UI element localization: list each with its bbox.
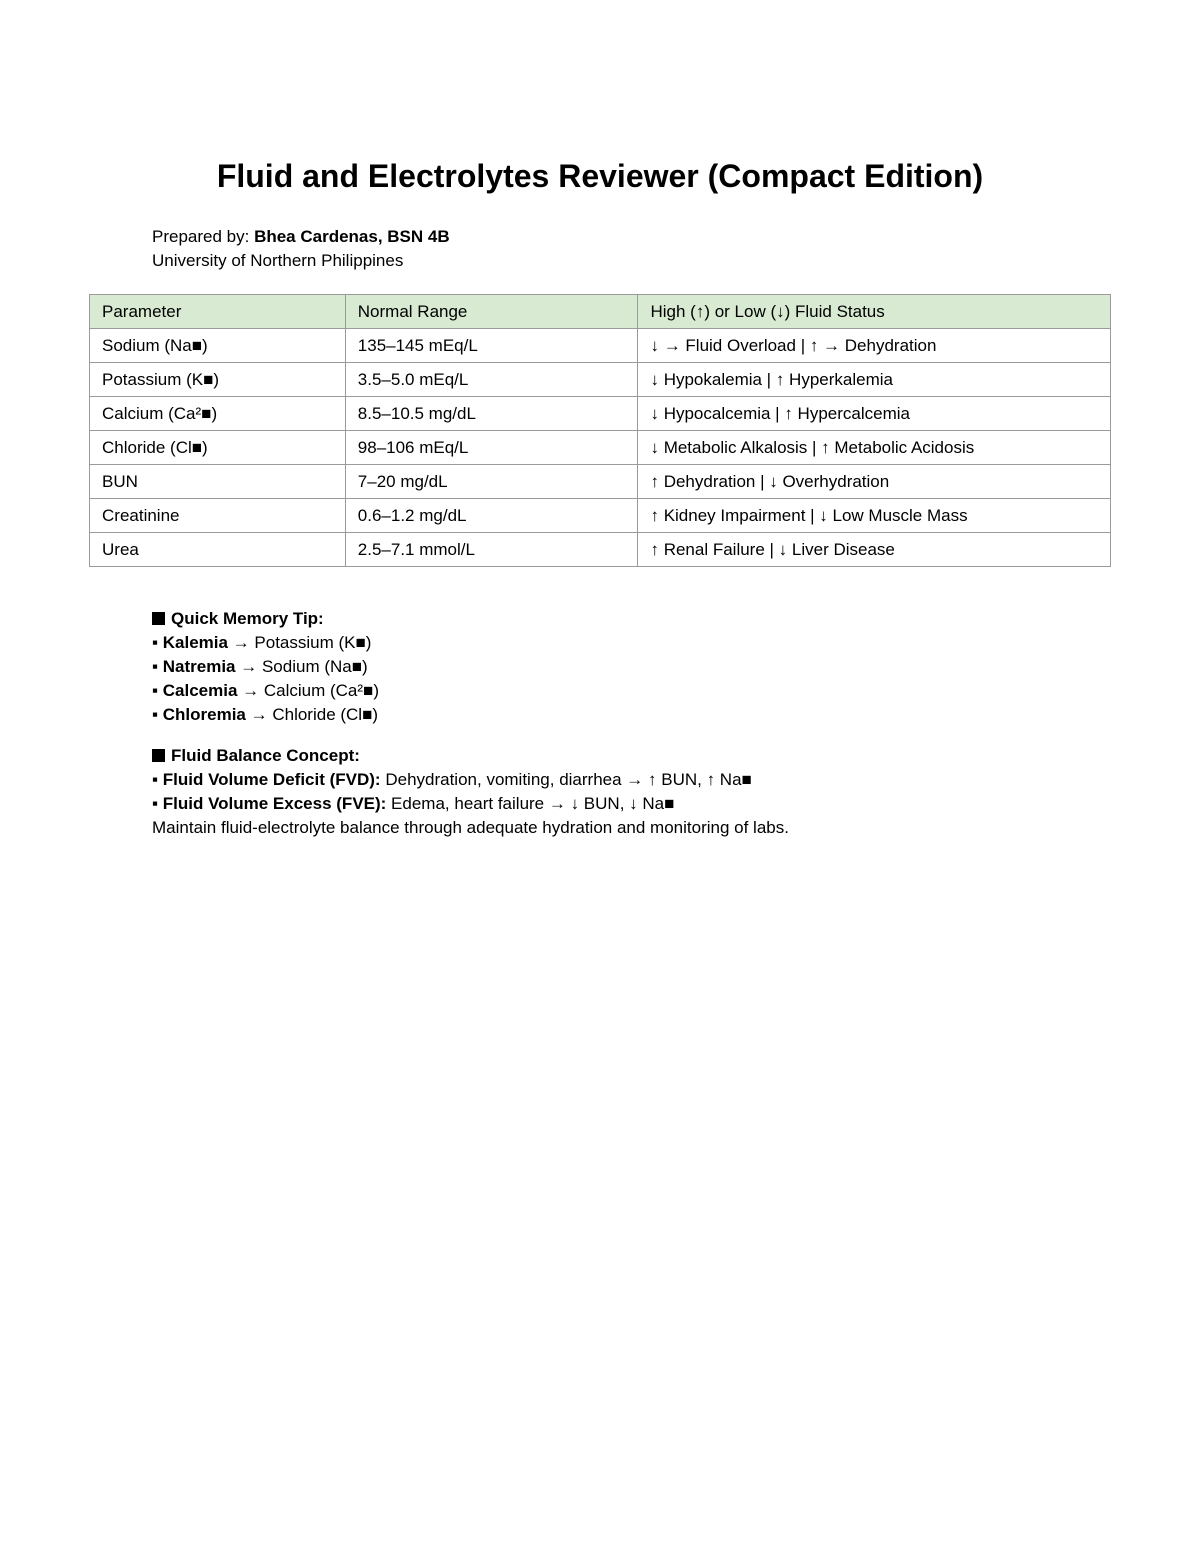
list-item: ▪ Fluid Volume Deficit (FVD): Dehydration, vomiting, diarrhea → ↑ BUN, ↑ Na■ — [152, 770, 752, 789]
institution: University of Northern Philippines — [152, 251, 404, 270]
list-item: ▪ Kalemia → Potassium (K■) — [152, 633, 372, 652]
cell-normal-range: 98–106 mEq/L — [345, 431, 638, 465]
cell-normal-range: 135–145 mEq/L — [345, 329, 638, 363]
prepared-by-label: Prepared by: — [152, 227, 255, 246]
definition: → Calcium (Ca²■) — [237, 681, 379, 700]
definition: Edema, heart failure → ↓ BUN, ↓ Na■ — [386, 794, 675, 813]
definition: Dehydration, vomiting, diarrhea → ↑ BUN, ↑ Na■ — [380, 770, 752, 789]
definition: → Chloride (Cl■) — [245, 705, 379, 724]
list-item: ▪ Calcemia → Calcium (Ca²■) — [152, 681, 379, 700]
memory-tip-heading-line — [152, 607, 379, 631]
table-row — [90, 397, 1111, 431]
fluid-balance-note: Maintain fluid-electrolyte balance through adequate hydration and monitoring of labs. — [152, 818, 789, 837]
definition: → Sodium (Na■) — [235, 657, 368, 676]
term: Chloremia — [162, 705, 246, 724]
cell-parameter: Potassium (K■) — [90, 363, 346, 397]
cell-fluid-status: ↓ Metabolic Alkalosis | ↑ Metabolic Acidosis — [638, 431, 1111, 465]
list-item: ▪ Natremia → Sodium (Na■) — [152, 657, 368, 676]
cell-fluid-status: ↑ Dehydration | ↓ Overhydration — [638, 465, 1111, 499]
definition: → Potassium (K■) — [227, 633, 372, 652]
cell-normal-range: 2.5–7.1 mmol/L — [345, 533, 638, 567]
header-fluid-status: High (↑) or Low (↓) Fluid Status — [638, 295, 1111, 329]
cell-fluid-status: ↑ Renal Failure | ↓ Liver Disease — [638, 533, 1111, 567]
table-row — [90, 465, 1111, 499]
cell-normal-range: 7–20 mg/dL — [345, 465, 638, 499]
term: Fluid Volume Deficit (FVD): — [162, 770, 381, 789]
prepared-by-block — [152, 225, 450, 273]
cell-parameter: Sodium (Na■) — [90, 329, 346, 363]
term: Fluid Volume Excess (FVE): — [162, 794, 387, 813]
table-row — [90, 431, 1111, 465]
fluid-balance-heading: Fluid Balance Concept: — [171, 746, 360, 765]
cell-fluid-status: ↑ Kidney Impairment | ↓ Low Muscle Mass — [638, 499, 1111, 533]
table-row — [90, 533, 1111, 567]
square-bullet-icon — [152, 612, 165, 625]
cell-normal-range: 3.5–5.0 mEq/L — [345, 363, 638, 397]
electrolyte-table — [89, 294, 1111, 567]
table-row — [90, 499, 1111, 533]
page-title: Fluid and Electrolytes Reviewer (Compact Edition) — [216, 158, 984, 194]
cell-fluid-status: ↓ → Fluid Overload | ↑ → Dehydration — [638, 329, 1111, 363]
list-item: ▪ Fluid Volume Excess (FVE): Edema, heart failure → ↓ BUN, ↓ Na■ — [152, 794, 675, 813]
cell-normal-range: 0.6–1.2 mg/dL — [345, 499, 638, 533]
table-header-row — [90, 295, 1111, 329]
cell-fluid-status: ↓ Hypocalcemia | ↑ Hypercalcemia — [638, 397, 1111, 431]
term: Kalemia — [162, 633, 228, 652]
header-parameter: Parameter — [90, 295, 346, 329]
cell-parameter: Creatinine — [90, 499, 346, 533]
cell-parameter: Urea — [90, 533, 346, 567]
prepared-by-line — [152, 225, 450, 249]
memory-tip-heading: Quick Memory Tip: — [171, 609, 324, 628]
term: Calcemia — [162, 681, 238, 700]
cell-parameter: BUN — [90, 465, 346, 499]
table-row — [90, 363, 1111, 397]
cell-parameter: Calcium (Ca²■) — [90, 397, 346, 431]
square-bullet-icon — [152, 749, 165, 762]
term: Natremia — [162, 657, 236, 676]
memory-tip-section — [152, 607, 379, 727]
cell-parameter: Chloride (Cl■) — [90, 431, 346, 465]
author-name: Bhea Cardenas, BSN 4B — [254, 227, 450, 246]
list-item: ▪ Chloremia → Chloride (Cl■) — [152, 705, 379, 724]
header-normal-range: Normal Range — [345, 295, 638, 329]
table-row — [90, 329, 1111, 363]
cell-normal-range: 8.5–10.5 mg/dL — [345, 397, 638, 431]
cell-fluid-status: ↓ Hypokalemia | ↑ Hyperkalemia — [638, 363, 1111, 397]
fluid-balance-heading-line — [152, 744, 789, 768]
fluid-balance-section — [152, 744, 789, 840]
